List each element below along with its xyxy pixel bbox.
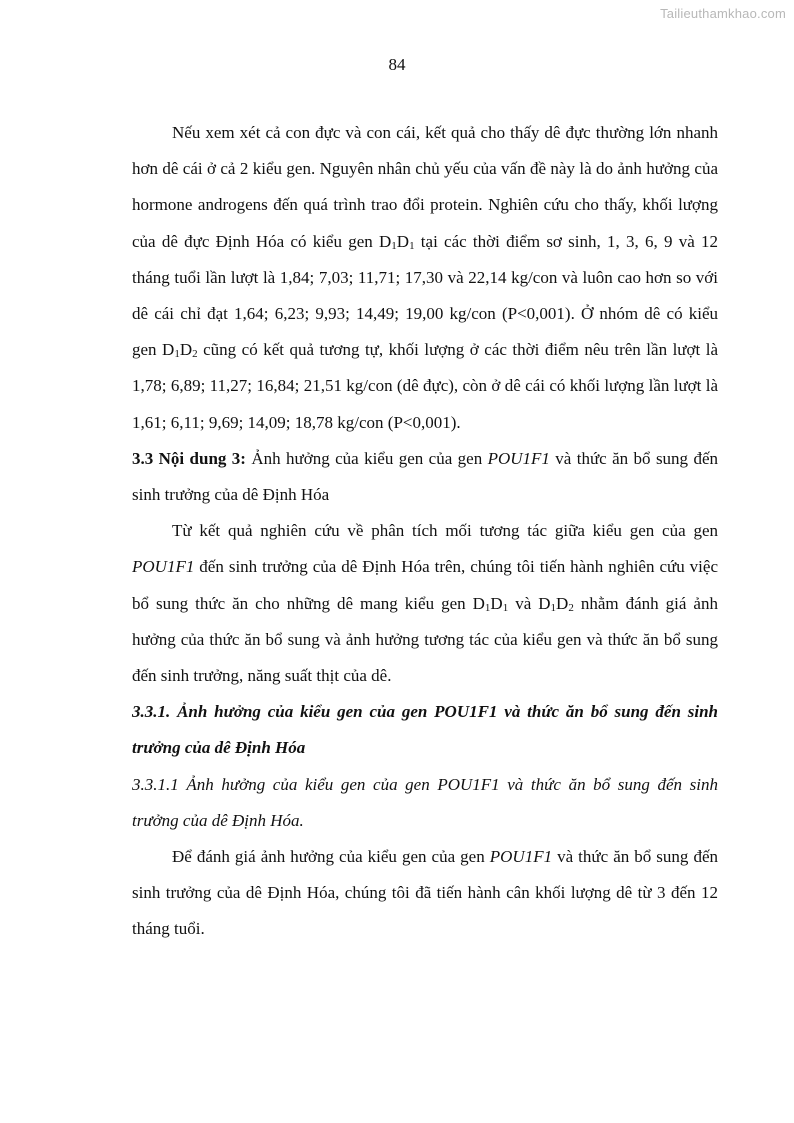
paragraph-research-intro (132, 513, 718, 694)
text-run: tại các thời điểm sơ sinh, 1, 3, 6, 9 và 12 tháng tuổi lần lượt là 1,84; 7,03; 11,71; 17,30 và 22,14 kg/con và luôn cao hơn so với dê cái chỉ đạt 1,64; 6,23; 9,93; 14,49; 19,00 kg/con (P<0,001). Ở nhóm dê có kiểu gen D (132, 231, 718, 360)
text-run: cũng có kết quả tương tự, khối lượng ở các thời điểm nêu trên lần lượt là 1,78; 6,89; 11,27; 16,84; 21,51 kg/con (dê đực), còn ở dê cái có khối lượng lần lượt là 1,61; 6,11; 9,69; 14,09; 18,78 kg/con (P<0,001). (132, 340, 718, 432)
text-run: và thức ăn bổ sung đến sinh trưởng của dê Định Hóa (132, 448, 718, 505)
subscript: 1 (409, 239, 415, 252)
subscript: 1 (502, 601, 509, 614)
subscript: 1 (484, 601, 491, 614)
subscript: 2 (568, 601, 574, 614)
paragraph-weighing-method (132, 839, 718, 948)
text-run: D (396, 231, 410, 251)
text-run: và D (508, 593, 551, 613)
text-run: Để đánh giá ảnh hưởng của kiểu gen của gen (172, 847, 490, 867)
text-run: D (179, 340, 193, 360)
watermark: Tailieuthamkhao.com (660, 6, 786, 21)
gene-name: POU1F1 (487, 448, 550, 468)
section-heading-3-3 (132, 441, 718, 513)
text-run: Ảnh hưởng của kiểu gen của gen (245, 448, 488, 468)
text-run: Nếu xem xét cả con đực và con cái, kết quả cho thấy dê đực thường lớn nhanh hơn dê cái ở cả 2 kiểu gen. Nguyên nhân chủ yếu của vấn đề này là do ảnh hưởng của hormone androgens đến quá trình trao đổi protein. Nghiên cứu cho thấy, khối lượng của dê đực Định Hóa có kiểu gen D (132, 123, 718, 251)
section-label: 3.3 Nội dung 3: (132, 448, 246, 468)
subsection-heading-3-3-1-1: 3.3.1.1 Ảnh hưởng của kiểu gen của gen POU1F1 và thức ăn bổ sung đến sinh trưởng của dê Định Hóa. (132, 774, 718, 830)
subscript: 2 (192, 348, 198, 361)
text-run: đến sinh trưởng của dê Định Hóa trên, chúng tôi tiến hành nghiên cứu việc bổ sung thức ăn cho những dê mang kiểu gen D (132, 557, 718, 613)
text-run: Từ kết quả nghiên cứu về phân tích mối tương tác giữa kiểu gen của gen (172, 521, 718, 541)
subscript: 1 (550, 601, 557, 614)
text-run: D (556, 593, 569, 613)
document-body (132, 115, 718, 948)
subsection-heading-3-3-1: 3.3.1. Ảnh hưởng của kiểu gen của gen POU1F1 và thức ăn bổ sung đến sinh trưởng của dê Định Hóa (132, 702, 718, 758)
text-run: nhằm đánh giá ảnh hưởng của thức ăn bổ sung và ảnh hưởng tương tác của kiểu gen và thức ăn bổ sung đến sinh trưởng, năng suất thịt của dê. (132, 593, 718, 686)
page-number: 84 (388, 55, 406, 74)
paragraph-growth-comparison (132, 115, 718, 441)
text-run: và thức ăn bổ sung đến sinh trưởng của dê Định Hóa, chúng tôi đã tiến hành cân khối lượng dê từ 3 đến 12 tháng tuổi. (132, 847, 718, 939)
text-run: D (490, 593, 503, 613)
gene-name: POU1F1 (489, 847, 553, 867)
subscript: 1 (391, 239, 397, 252)
gene-name: POU1F1 (132, 557, 195, 577)
subscript: 1 (174, 348, 180, 361)
